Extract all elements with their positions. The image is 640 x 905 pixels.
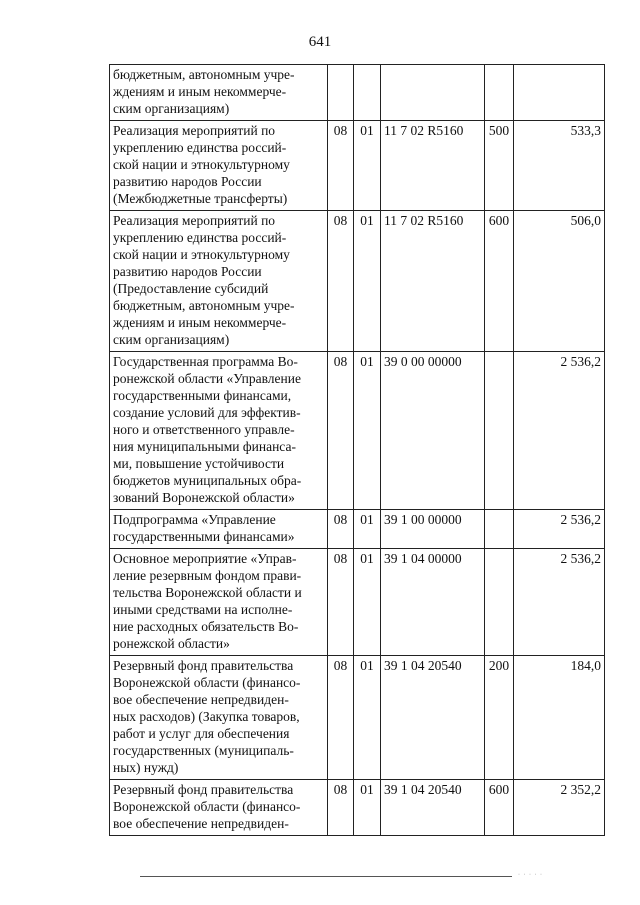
cell-section: 08 xyxy=(328,780,354,836)
table-row xyxy=(110,121,605,211)
expense-name-line: развитию народов России xyxy=(113,174,262,189)
cell-target-article: 39 0 00 00000 xyxy=(381,352,485,510)
cell-expense-name xyxy=(110,121,328,211)
footer-mark: · · · · · xyxy=(518,872,543,878)
cell-amount: 533,3 xyxy=(514,121,605,211)
cell-expense-type xyxy=(485,549,514,656)
expense-name-line: тельства Воронежской области и xyxy=(113,585,302,600)
expense-name-line: государственными финансами» xyxy=(113,529,295,544)
cell-target-article xyxy=(381,65,485,121)
cell-amount: 184,0 xyxy=(514,656,605,780)
expense-name-line: бюджетным, автономным учре- xyxy=(113,298,295,313)
expense-name-line: работ и услуг для обеспечения xyxy=(113,726,290,741)
expense-name-line: вое обеспечение непредвиден- xyxy=(113,816,289,831)
expense-name-line: Основное мероприятие «Управ- xyxy=(113,551,297,566)
table-row xyxy=(110,780,605,836)
cell-expense-name xyxy=(110,510,328,549)
expense-name-line: укреплению единства россий- xyxy=(113,140,287,155)
cell-section: 08 xyxy=(328,549,354,656)
cell-amount: 2 536,2 xyxy=(514,352,605,510)
cell-expense-type xyxy=(485,510,514,549)
expense-name-line: (Предоставление субсидий xyxy=(113,281,269,296)
cell-expense-name xyxy=(110,656,328,780)
cell-subsection: 01 xyxy=(354,656,381,780)
expense-name-line: ми, повышение устойчивости xyxy=(113,456,285,471)
table-body xyxy=(110,65,605,836)
cell-target-article: 11 7 02 R5160 xyxy=(381,121,485,211)
expense-name-line: зований Воронежской области» xyxy=(113,490,295,505)
expense-name-line: Государственная программа Во- xyxy=(113,354,298,369)
cell-subsection: 01 xyxy=(354,549,381,656)
table-row xyxy=(110,510,605,549)
cell-expense-type: 200 xyxy=(485,656,514,780)
expense-name-line: Резервный фонд правительства xyxy=(113,782,294,797)
expense-name-line: развитию народов России xyxy=(113,264,262,279)
expense-name-line: ния муниципальными финанса- xyxy=(113,439,296,454)
cell-target-article: 39 1 04 00000 xyxy=(381,549,485,656)
cell-target-article: 39 1 04 20540 xyxy=(381,780,485,836)
expense-name-line: (Межбюджетные трансферты) xyxy=(113,191,288,206)
cell-section: 08 xyxy=(328,510,354,549)
cell-expense-type xyxy=(485,352,514,510)
expense-name-line: ждениям и иным некоммерче- xyxy=(113,315,287,330)
expense-name-line: ской нации и этнокультурному xyxy=(113,247,290,262)
cell-subsection xyxy=(354,65,381,121)
cell-subsection: 01 xyxy=(354,510,381,549)
page-number: 641 xyxy=(308,34,332,50)
table-row xyxy=(110,211,605,352)
expense-name-line: ским организациям) xyxy=(113,332,230,347)
cell-expense-name xyxy=(110,549,328,656)
footer-divider xyxy=(140,876,512,877)
expense-name-line: ных) нужд) xyxy=(113,760,179,775)
expense-name-line: укреплению единства россий- xyxy=(113,230,287,245)
cell-expense-type: 600 xyxy=(485,780,514,836)
expense-name-line: ние расходных обязательств Во- xyxy=(113,619,299,634)
cell-target-article: 11 7 02 R5160 xyxy=(381,211,485,352)
cell-expense-name xyxy=(110,780,328,836)
expense-name-line: создание условий для эффектив- xyxy=(113,405,301,420)
cell-amount: 506,0 xyxy=(514,211,605,352)
table-row xyxy=(110,65,605,121)
expense-name-line: бюджетов муниципальных обра- xyxy=(113,473,302,488)
expense-name-line: ским организациям) xyxy=(113,101,230,116)
expense-name-line: ждениям и иным некоммерче- xyxy=(113,84,287,99)
cell-expense-type: 600 xyxy=(485,211,514,352)
expense-name-line: ронежской области «Управление xyxy=(113,371,301,386)
expense-name-line: Подпрограмма «Управление xyxy=(113,512,276,527)
expense-name-line: бюджетным, автономным учре- xyxy=(113,67,295,82)
table-row xyxy=(110,352,605,510)
cell-section xyxy=(328,65,354,121)
cell-expense-type xyxy=(485,65,514,121)
expense-name-line: Воронежской области (финансо- xyxy=(113,675,301,690)
cell-expense-name xyxy=(110,352,328,510)
cell-expense-name xyxy=(110,211,328,352)
cell-subsection: 01 xyxy=(354,211,381,352)
cell-section: 08 xyxy=(328,121,354,211)
cell-section: 08 xyxy=(328,656,354,780)
cell-amount xyxy=(514,65,605,121)
expense-name-line: ного и ответственного управле- xyxy=(113,422,295,437)
expense-name-line: Реализация мероприятий по xyxy=(113,213,276,228)
expense-name-line: Реализация мероприятий по xyxy=(113,123,276,138)
cell-target-article: 39 1 00 00000 xyxy=(381,510,485,549)
expense-name-line: иными средствами на исполне- xyxy=(113,602,293,617)
cell-subsection: 01 xyxy=(354,121,381,211)
cell-target-article: 39 1 04 20540 xyxy=(381,656,485,780)
expense-name-line: ных расходов) (Закупка товаров, xyxy=(113,709,300,724)
table-row xyxy=(110,656,605,780)
cell-section: 08 xyxy=(328,352,354,510)
expense-name-line: ской нации и этнокультурному xyxy=(113,157,290,172)
expense-name-line: Воронежской области (финансо- xyxy=(113,799,301,814)
expense-name-line: ление резервным фондом прави- xyxy=(113,568,302,583)
expense-name-line: ронежской области» xyxy=(113,636,230,651)
table-row xyxy=(110,549,605,656)
expense-name-line: государственных (муниципаль- xyxy=(113,743,294,758)
cell-expense-name xyxy=(110,65,328,121)
cell-amount: 2 352,2 xyxy=(514,780,605,836)
cell-subsection: 01 xyxy=(354,352,381,510)
cell-amount: 2 536,2 xyxy=(514,549,605,656)
cell-section: 08 xyxy=(328,211,354,352)
cell-expense-type: 500 xyxy=(485,121,514,211)
expense-name-line: вое обеспечение непредвиден- xyxy=(113,692,289,707)
budget-table xyxy=(109,64,605,836)
expense-name-line: государственными финансами, xyxy=(113,388,292,403)
cell-amount: 2 536,2 xyxy=(514,510,605,549)
cell-subsection: 01 xyxy=(354,780,381,836)
expense-name-line: Резервный фонд правительства xyxy=(113,658,294,673)
